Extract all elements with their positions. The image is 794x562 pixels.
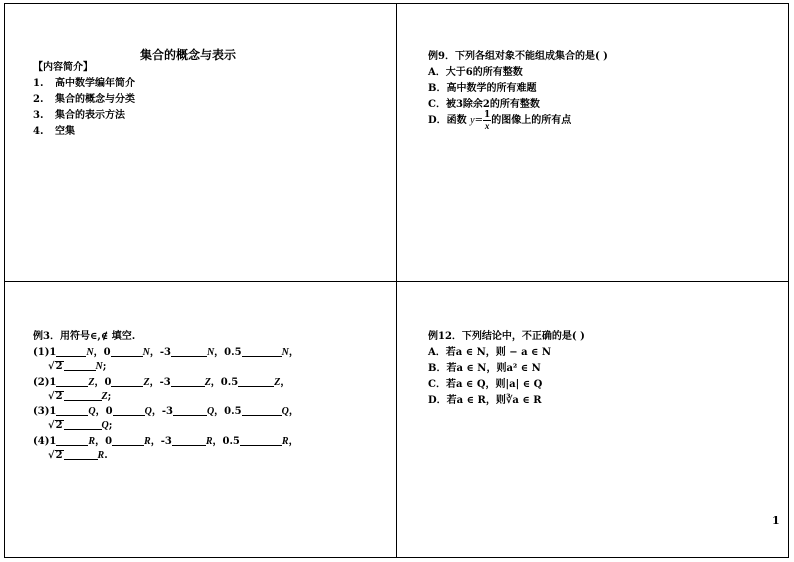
slide1-item-4: 4. 空集 <box>33 126 75 137</box>
slide2-option-c: C．被3除余2的所有整数 <box>428 99 540 110</box>
blank <box>111 376 143 387</box>
blank <box>64 449 98 460</box>
blank <box>240 435 282 446</box>
slide3-row-2: (2)1 Z，0 Z，-3 Z，0.5 Z， <box>33 377 291 388</box>
sqrt-sign: √ <box>48 361 55 372</box>
blank <box>56 376 88 387</box>
blank <box>112 435 144 446</box>
slide4-option-c: C．若a ∈ Q，则|a| ∈ Q <box>428 379 543 390</box>
blank <box>56 405 88 416</box>
slide3-row-4: (4)1 R，0 R，-3 R，0.5 R， <box>33 436 299 447</box>
blank <box>173 405 207 416</box>
blank <box>56 435 88 446</box>
slide3-row-4-cont: √2 R. <box>48 450 108 461</box>
horizontal-divider <box>4 281 789 282</box>
sqrt-sign: √ <box>48 391 55 402</box>
slide2-option-a: A．大于6的所有整数 <box>428 67 523 78</box>
slide1-section: 【内容简介】 <box>33 62 93 73</box>
slide3-row-1: (1)1 N，0 N，-3 N，0.5 N， <box>33 347 299 358</box>
blank <box>64 360 96 371</box>
slide1-title: 集合的概念与表示 <box>140 48 237 62</box>
slide4-option-d: D．若a ∈ R，则∛a ∈ R <box>428 395 542 406</box>
blank <box>111 346 143 357</box>
slide2-option-d: D．函数 y= $\frac{1}{x}$ 的图像上的所有点 <box>428 110 572 131</box>
slide1-item-3: 3. 集合的表示方法 <box>33 110 125 121</box>
blank <box>238 376 274 387</box>
blank <box>64 419 102 430</box>
blank <box>242 346 282 357</box>
blank <box>64 390 102 401</box>
blank <box>171 346 207 357</box>
slide3-row-3: (3)1 Q，0 Q，-3 Q，0.5 Q， <box>33 406 299 417</box>
blank <box>113 405 145 416</box>
slide3-question: 例3．用符号∈,∉ 填空. <box>33 331 136 342</box>
slide2-question: 例9．下列各组对象不能组成集合的是( ) <box>428 51 608 62</box>
slide3-row-2-cont: √2 Z; <box>48 391 112 402</box>
slide4-option-a: A．若a ∈ N，则 − a ∈ N <box>428 347 552 358</box>
blank <box>242 405 282 416</box>
slide2-option-b: B．高中数学的所有难题 <box>428 83 537 94</box>
blank <box>171 376 205 387</box>
sqrt-sign: √ <box>48 450 55 461</box>
blank <box>172 435 206 446</box>
slide3-row-3-cont: √2 Q; <box>48 420 113 431</box>
slide1-item-2: 2. 集合的概念与分类 <box>33 94 135 105</box>
slide3-row-1-cont: √2 N; <box>48 361 107 372</box>
sqrt-sign: √ <box>48 420 55 431</box>
slide1-item-1: 1. 高中数学编年简介 <box>33 78 135 89</box>
slide4-question: 例12．下列结论中，不正确的是( ) <box>428 331 585 342</box>
fraction-1-over-x: $\frac{1}{x}$ <box>484 110 491 131</box>
blank <box>56 346 86 357</box>
page-number: 1 <box>772 514 780 527</box>
slide4-option-b: B．若a ∈ N，则a² ∈ N <box>428 363 541 374</box>
